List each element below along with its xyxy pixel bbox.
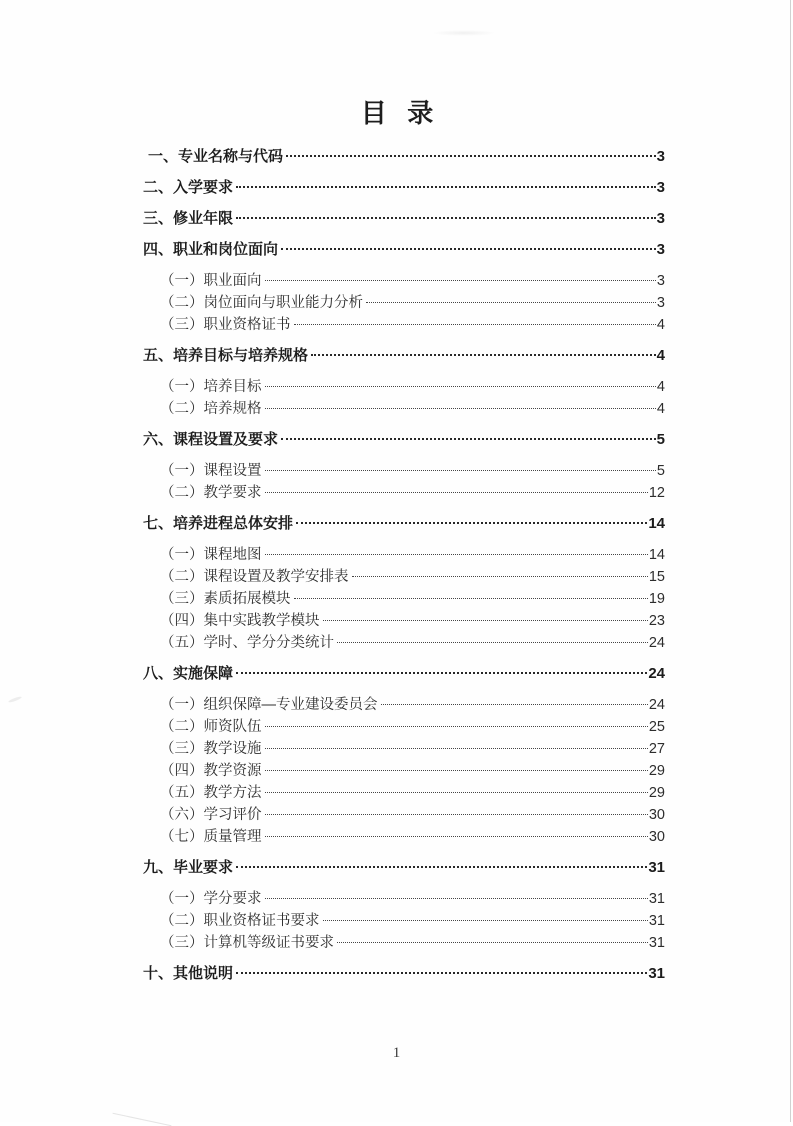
dot-leader (296, 522, 647, 524)
toc-entry-label: （三）计算机等级证书要求 (160, 935, 334, 951)
toc-entry-page: 24 (648, 665, 665, 682)
toc-entry-label: （七）质量管理 (160, 829, 262, 845)
toc-entry-page: 5 (656, 463, 665, 479)
toc-entry (143, 239, 665, 261)
toc-entry (143, 345, 665, 367)
toc-entry-label: （一）职业面向 (160, 273, 262, 289)
toc-entry (143, 857, 665, 879)
dot-leader (281, 438, 656, 440)
toc-entry-page: 3 (656, 273, 665, 289)
toc-entry-page: 31 (648, 965, 665, 982)
toc-entry (143, 482, 665, 504)
toc-entry-label: （二）教学要求 (160, 485, 262, 501)
dot-leader (286, 155, 656, 157)
toc-entry-label: 五、培养目标与培养规格 (143, 347, 309, 364)
dot-leader (337, 942, 648, 943)
toc-entry-label: 二、入学要求 (143, 179, 234, 196)
toc-entry-page: 4 (656, 401, 665, 417)
page-title: 目 录 (360, 98, 436, 128)
toc-entry-page: 3 (656, 295, 665, 311)
toc-entry-page: 23 (648, 613, 665, 629)
toc-entry-label: （三）教学设施 (160, 741, 262, 757)
toc-entry (143, 588, 665, 610)
toc-entry-page: 30 (648, 829, 665, 845)
dot-leader (381, 704, 648, 705)
toc-entry-page: 24 (648, 635, 665, 651)
toc-entry-page: 5 (656, 431, 665, 448)
toc-entry (143, 513, 665, 535)
toc-entry-page: 15 (648, 569, 665, 585)
toc-entry-page: 3 (656, 148, 665, 165)
dot-leader (236, 672, 647, 674)
toc-entry-label: 四、职业和岗位面向 (143, 241, 279, 258)
toc-entry-page: 29 (648, 785, 665, 801)
dot-leader (265, 470, 656, 471)
dot-leader (265, 748, 648, 749)
toc-entry-label: （二）培养规格 (160, 401, 262, 417)
toc-entry-label: （四）集中实践教学模块 (160, 613, 320, 629)
toc-entry-page: 14 (648, 515, 665, 532)
toc-entry-page: 4 (656, 317, 665, 333)
dot-leader (236, 866, 647, 868)
dot-leader (294, 324, 656, 325)
toc-entry-page: 31 (648, 913, 665, 929)
dot-leader (236, 217, 656, 219)
toc-entry-label: 八、实施保障 (143, 665, 234, 682)
toc-entry-page: 25 (648, 719, 665, 735)
toc-entry-page: 31 (648, 935, 665, 951)
toc-entry-label: （四）教学资源 (160, 763, 262, 779)
toc-entry (143, 932, 665, 954)
dot-leader (366, 302, 656, 303)
toc-entry (143, 544, 665, 566)
dot-leader (337, 642, 648, 643)
toc-entry-page: 29 (648, 763, 665, 779)
toc-entry-label: （二）岗位面向与职业能力分析 (160, 295, 363, 311)
toc-entry (143, 208, 665, 230)
toc-entry-label: （五）教学方法 (160, 785, 262, 801)
toc-entry-label: （三）职业资格证书 (160, 317, 291, 333)
toc-entry (143, 632, 665, 654)
dot-leader (265, 770, 648, 771)
footer-page-number: 1 (392, 1045, 401, 1061)
toc-entry-label: （二）课程设置及教学安排表 (160, 569, 349, 585)
dot-leader (265, 726, 648, 727)
dot-leader (323, 920, 648, 921)
dot-leader (265, 554, 648, 555)
toc-entry-label: 六、课程设置及要求 (143, 431, 279, 448)
toc-entry-label: 三、修业年限 (143, 210, 234, 227)
toc-entry (143, 566, 665, 588)
toc-entry (143, 760, 665, 782)
toc-entry-label: 一、专业名称与代码 (148, 148, 284, 165)
toc-entry-page: 30 (648, 807, 665, 823)
toc-entry-label: （二）师资队伍 (160, 719, 262, 735)
toc-entry (143, 610, 665, 632)
toc-entry (143, 314, 665, 336)
dot-leader (265, 814, 648, 815)
dot-leader (323, 620, 648, 621)
toc-entry-label: （一）课程地图 (160, 547, 262, 563)
toc-entry (143, 738, 665, 760)
dot-leader (294, 598, 648, 599)
toc-entry-label: （五）学时、学分分类统计 (160, 635, 334, 651)
toc-entry-label: 七、培养进程总体安排 (143, 515, 294, 532)
toc-entry (143, 782, 665, 804)
dot-leader (265, 792, 648, 793)
toc-entry-page: 31 (648, 859, 665, 876)
dot-leader (281, 248, 656, 250)
dot-leader (236, 972, 647, 974)
toc-entry-page: 3 (656, 179, 665, 196)
toc-entry-page: 24 (648, 697, 665, 713)
dot-leader (352, 576, 648, 577)
toc-entry-page: 3 (656, 210, 665, 227)
toc-entry-page: 12 (648, 485, 665, 501)
toc-entry (143, 716, 665, 738)
toc-entry (143, 398, 665, 420)
toc-entry (143, 270, 665, 292)
toc-entry (143, 146, 665, 168)
toc-entry-label: 十、其他说明 (143, 965, 234, 982)
toc-entry (143, 963, 665, 985)
toc-entry-label: 九、毕业要求 (143, 859, 234, 876)
toc-entry (143, 888, 665, 910)
toc-entry-page: 27 (648, 741, 665, 757)
table-of-contents (143, 146, 665, 985)
toc-entry-page: 4 (656, 379, 665, 395)
toc-entry (143, 177, 665, 199)
dot-leader (265, 836, 648, 837)
dot-leader (265, 386, 656, 387)
dot-leader (311, 354, 656, 356)
toc-entry (143, 826, 665, 848)
toc-entry-label: （六）学习评价 (160, 807, 262, 823)
dot-leader (265, 280, 656, 281)
toc-entry-page: 31 (648, 891, 665, 907)
dot-leader (265, 408, 656, 409)
toc-entry-label: （一）课程设置 (160, 463, 262, 479)
toc-entry-page: 14 (648, 547, 665, 563)
toc-entry-label: （一）学分要求 (160, 891, 262, 907)
toc-entry-label: （一）组织保障—专业建设委员会 (160, 697, 378, 713)
toc-entry (143, 694, 665, 716)
toc-entry (143, 460, 665, 482)
dot-leader (265, 492, 648, 493)
dot-leader (236, 186, 656, 188)
toc-entry-page: 19 (648, 591, 665, 607)
toc-entry (143, 804, 665, 826)
toc-entry (143, 429, 665, 451)
toc-entry-page: 4 (656, 347, 665, 364)
toc-entry (143, 376, 665, 398)
toc-entry-page: 3 (656, 241, 665, 258)
toc-entry-label: （三）素质拓展模块 (160, 591, 291, 607)
toc-entry-label: （一）培养目标 (160, 379, 262, 395)
dot-leader (265, 898, 648, 899)
toc-entry (143, 292, 665, 314)
toc-entry-label: （二）职业资格证书要求 (160, 913, 320, 929)
toc-entry (143, 663, 665, 685)
toc-entry (143, 910, 665, 932)
